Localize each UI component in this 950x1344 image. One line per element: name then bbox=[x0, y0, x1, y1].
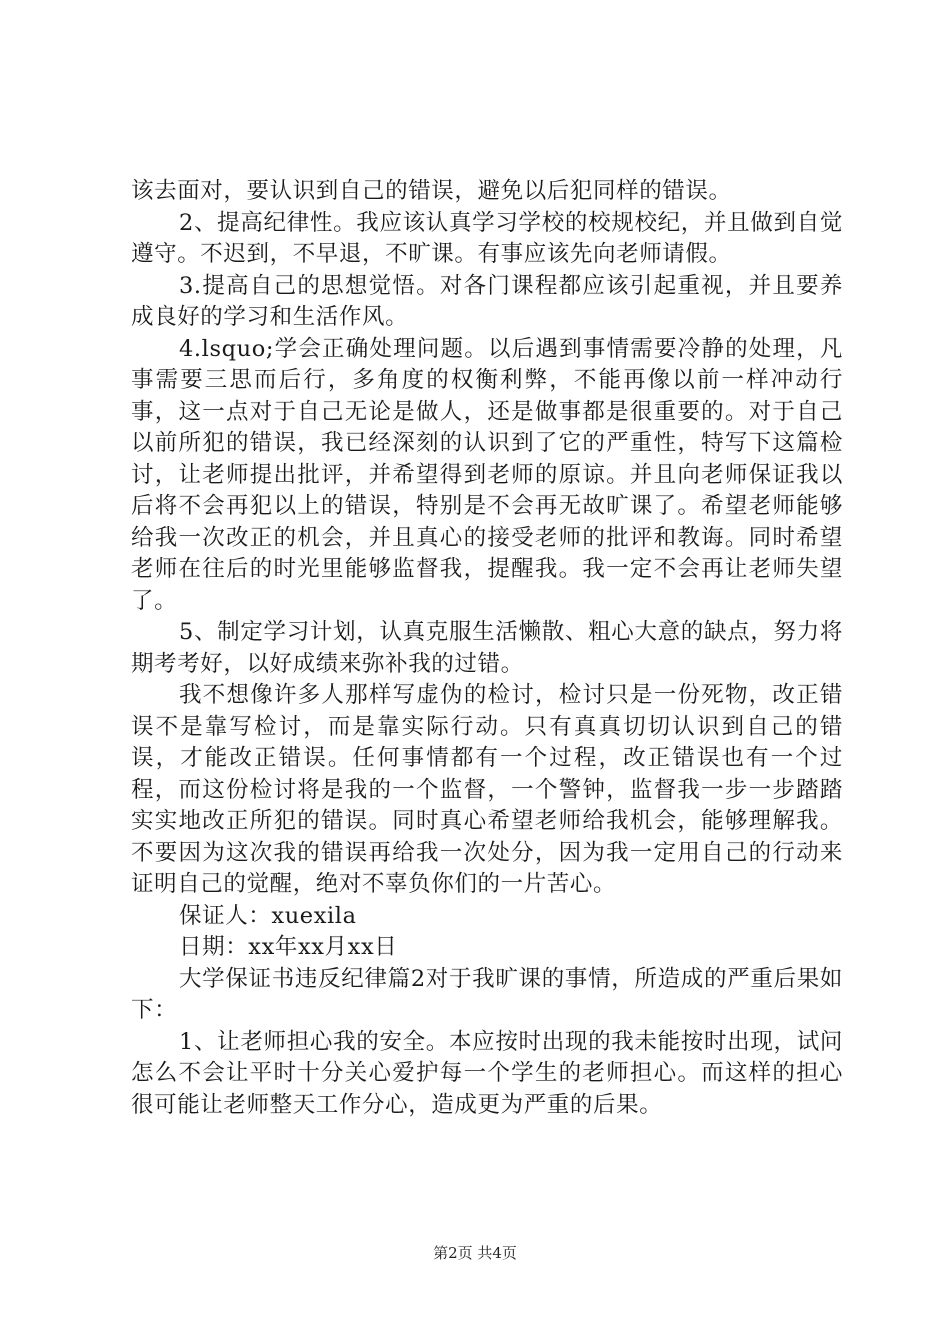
paragraph-conclusion: 我不想像许多人那样写虚伪的检讨，检讨只是一份死物，改正错误不是靠写检讨，而是靠实际行动。只有真真切切认识到自己的错误，才能改正错误。任何事情都有一个过程，改正错误也有一个过程，而这份检讨将是我的一个监督，一个警钟，监督我一步一步踏踏实实地改正所犯的错误。同时真心希望老师给我机会，能够理解我。不要因为这次我的错误再给我一次处分，因为我一定用自己的行动来证明自己的觉醒，绝对不辜负你们的一片苦心。 bbox=[131, 682, 843, 897]
section-heading-paragraph: 大学保证书违反纪律篇2对于我旷课的事情，所造成的严重后果如下： bbox=[131, 965, 843, 1023]
document-body bbox=[131, 176, 843, 1121]
paragraph-consequence-1: 1、让老师担心我的安全。本应按时出现的我未能按时出现，试问怎么不会让平时十分关心爱护每一个学生的老师担心。而这样的担心很可能让老师整天工作分心，造成更为严重的后果。 bbox=[131, 1028, 843, 1118]
guarantor-line: 保证人：xuexila bbox=[179, 902, 357, 929]
paragraph-item-2: 2、提高纪律性。我应该认真学习学校的校规校纪，并且做到自觉遵守。不迟到，不早退，不旷课。有事应该先向老师请假。 bbox=[131, 209, 843, 267]
page-number-footer: 第2页 共4页 bbox=[433, 1244, 517, 1262]
date-line: 日期：xx年xx月xx日 bbox=[179, 934, 398, 960]
paragraph-continuation: 该去面对，要认识到自己的错误，避免以后犯同样的错误。 bbox=[131, 178, 732, 204]
paragraph-item-5: 5、制定学习计划，认真克服生活懒散、粗心大意的缺点，努力将期考考好，以好成绩来弥补我的过错。 bbox=[131, 619, 843, 677]
paragraph-item-3: 3.提高自己的思想觉悟。对各门课程都应该引起重视，并且要养成良好的学习和生活作风。 bbox=[131, 272, 843, 330]
paragraph-item-4: 4.lsquo;学会正确处理问题。以后遇到事情需要冷静的处理，凡事需要三思而后行，多角度的权衡利弊，不能再像以前一样冲动行事，这一点对于自己无论是做人，还是做事都是很重要的。对于自己以前所犯的错误，我已经深刻的认识到了它的严重性，特写下这篇检讨，让老师提出批评，并希望得到老师的原谅。并且向老师保证我以后将不会再犯以上的错误，特别是不会再无故旷课了。希望老师能够给我一次改正的机会，并且真心的接受老师的批评和教诲。同时希望老师在往后的时光里能够监督我，提醒我。我一定不会再让老师失望了。 bbox=[131, 335, 843, 614]
